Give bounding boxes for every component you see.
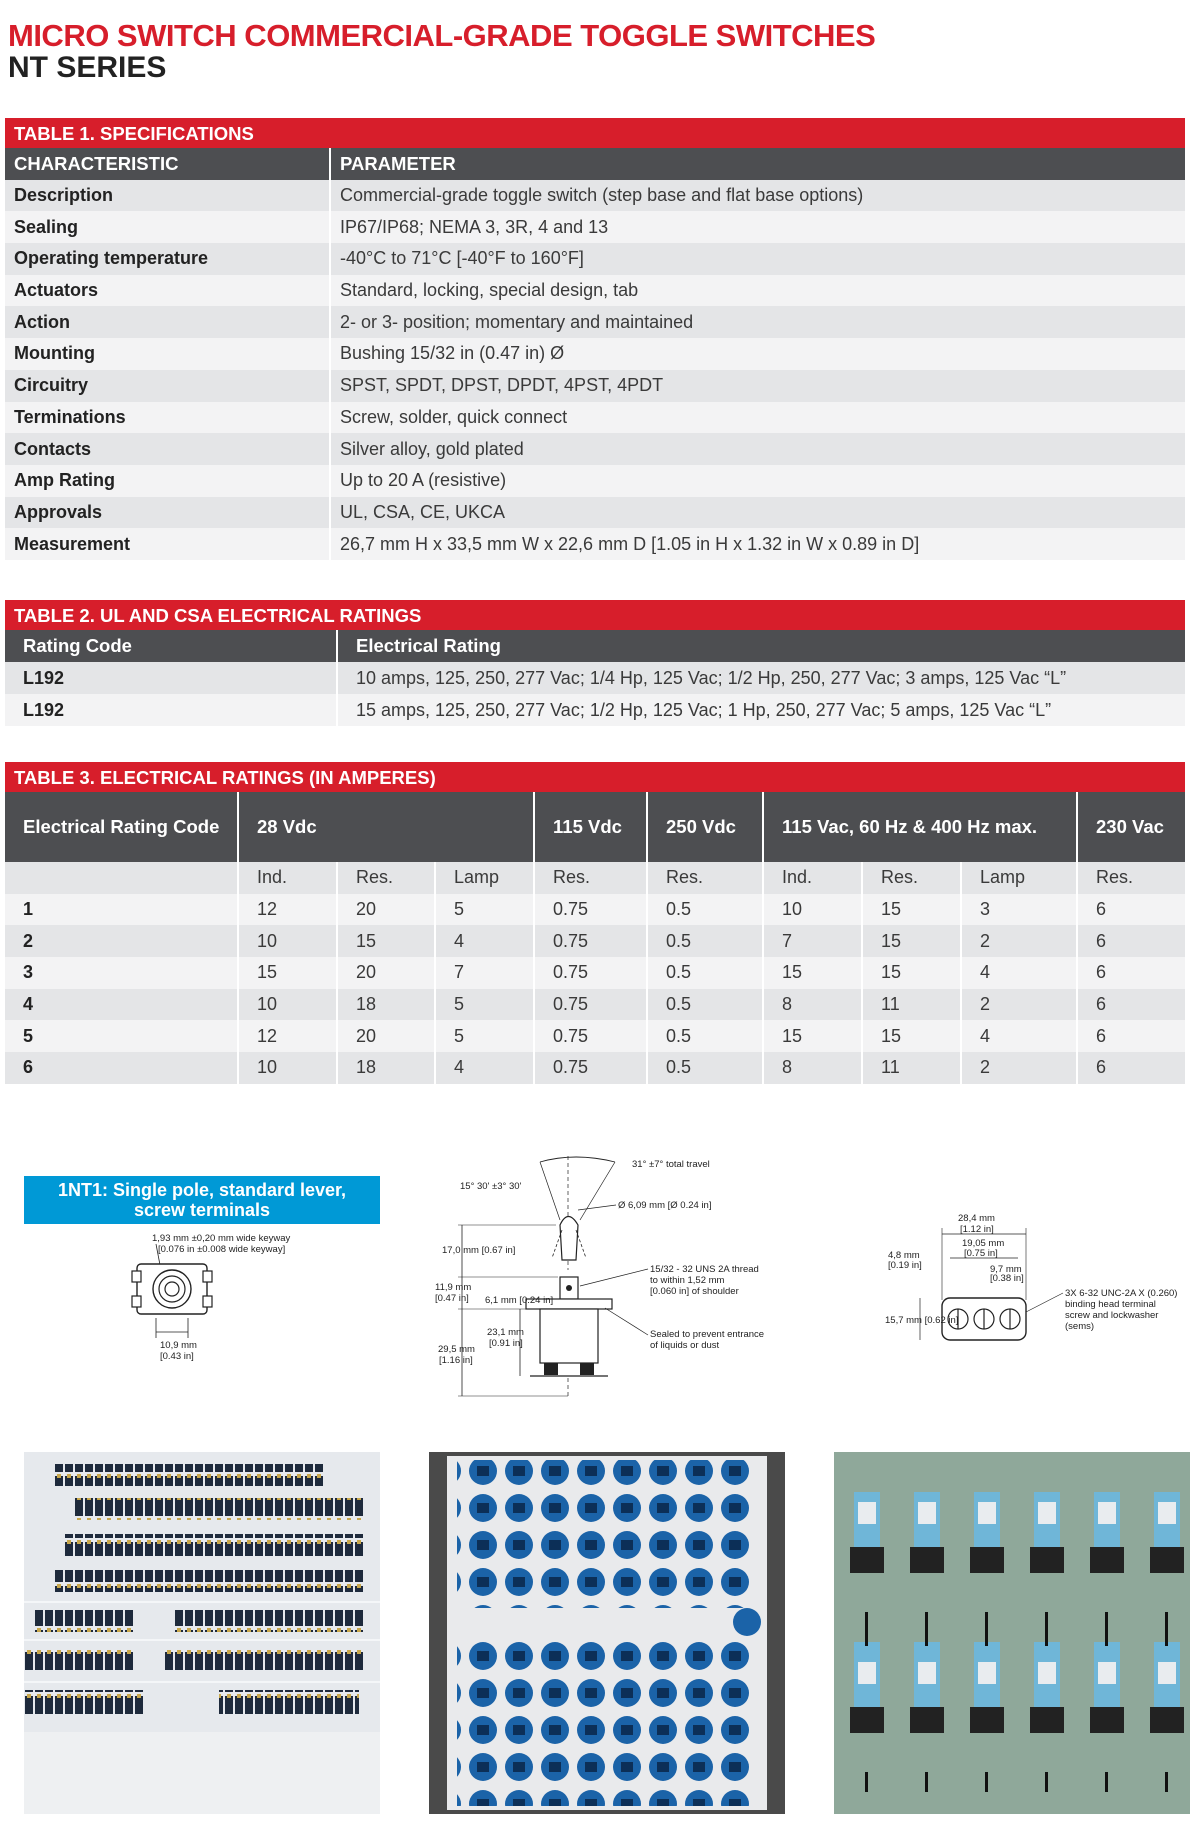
value-cell: 12 [238,1020,337,1052]
value-cell: 10 [238,925,337,957]
value-cell: 8 [763,989,862,1021]
spec-label: Terminations [5,402,330,434]
value-cell: 4 [961,1020,1077,1052]
leader-line [605,1308,648,1335]
keyway-label-1: 1,93 mm ±0,20 mm wide keyway [152,1233,291,1244]
table-row [5,1020,1185,1052]
lever-outline [560,1217,578,1261]
value-cell: 10 [238,1052,337,1084]
slot-width-label-1: 9,7 mm [990,1264,1022,1275]
spec-label: Sealing [5,211,330,243]
table-row [5,894,1185,926]
header-electrical-rating-code: Electrical Rating Code [5,792,238,862]
table2-grid [5,630,1185,726]
spacing-label-2: [0.75 in] [964,1248,998,1259]
value-cell: 20 [337,957,435,989]
screw-label-4: (sems) [1065,1321,1095,1332]
value-cell: 15 [238,957,337,989]
ul-csa-ratings-table [5,600,1185,726]
spec-label: Actuators [5,275,330,307]
value-cell: 0.75 [534,957,647,989]
spec-value: 26,7 mm H x 33,5 mm W x 22,6 mm D [1.05 in H x 1.32 in W x 0.89 in D] [330,528,1185,560]
spec-label: Contacts [5,433,330,465]
bushing-pin [566,1285,572,1291]
switch-trays-illustration [24,1452,380,1814]
value-cell: 20 [337,894,435,926]
height-label: 17,0 mm [0.67 in] [442,1245,516,1256]
terminal-outline [132,1296,141,1307]
seal-label-2: of liquids or dust [650,1340,720,1351]
value-cell: 11 [862,989,961,1021]
spec-value: SPST, SPDT, DPST, DPDT, 4PST, 4PDT [330,370,1185,402]
travel-limit [540,1162,560,1220]
rating-code-cell: 4 [5,989,238,1021]
header-230-vac: 230 Vac [1077,792,1185,862]
side-view-diagram [420,1150,780,1410]
spec-value: 2- or 3- position; momentary and maintained [330,306,1185,338]
slot-label-2: [0.19 in] [888,1260,922,1271]
table-row [5,989,1185,1021]
lever-diameter-label: Ø 6,09 mm [Ø 0.24 in] [618,1200,712,1211]
value-cell: 3 [961,894,1077,926]
table1-header-parameter: PARAMETER [330,148,1185,180]
limit-switches-illustration [834,1452,1190,1814]
shoulder-label: 6,1 mm [0.24 in] [485,1295,554,1306]
value-cell: 0.5 [647,894,763,926]
value-cell: 0.75 [534,989,647,1021]
value-cell: 11 [862,1052,961,1084]
value-cell: 15 [763,1020,862,1052]
value-cell: 6 [1077,957,1185,989]
subheader-cell: Res. [534,862,647,894]
rating-code: L192 [5,662,337,694]
value-cell: 4 [961,957,1077,989]
header-250-vdc: 250 Vdc [647,792,763,862]
value-cell: 4 [435,925,534,957]
spec-value: IP67/IP68; NEMA 3, 3R, 4 and 13 [330,211,1185,243]
specifications-table [5,118,1185,560]
model-callout [24,1176,380,1224]
table2-header-electrical-rating: Electrical Rating [337,630,1185,662]
body-outline [540,1309,598,1363]
table-row [5,433,1185,465]
value-cell: 0.5 [647,1052,763,1084]
mounting-diagram [880,1208,1190,1348]
spec-value: UL, CSA, CE, UKCA [330,497,1185,529]
value-cell: 15 [862,957,961,989]
rating-code-cell: 2 [5,925,238,957]
spec-value: Commercial-grade toggle switch (step base and flat base options) [330,180,1185,212]
title-line-1: MICRO SWITCH COMMERCIAL-GRADE TOGGLE SWITCHES [8,18,876,53]
blue-connectors-illustration [429,1452,785,1814]
lever-outline [165,1282,179,1296]
table-row [5,338,1185,370]
table-row [5,957,1185,989]
rating-code-cell: 6 [5,1052,238,1084]
value-cell: 7 [763,925,862,957]
leader-line [580,1269,648,1286]
travel-label: 31° ±7° total travel [632,1159,710,1170]
value-cell: 0.5 [647,989,763,1021]
value-cell: 0.5 [647,957,763,989]
table-row [5,925,1185,957]
value-cell: 0.5 [647,1020,763,1052]
terminal-screw [580,1363,594,1375]
value-cell: 2 [961,1052,1077,1084]
product-photo-blue-connectors [429,1452,785,1814]
value-cell: 6 [1077,1020,1185,1052]
value-cell: 6 [1077,1052,1185,1084]
value-cell: 0.5 [647,925,763,957]
table3-grid [5,792,1185,1084]
rating-text: 15 amps, 125, 250, 277 Vac; 1/2 Hp, 125 Vac; 1 Hp, 250, 277 Vac; 5 amps, 125 Vac “L” [337,694,1185,726]
slot-width-label-2: [0.38 in] [990,1273,1024,1284]
thread-label-1: 15/32 - 32 UNS 2A thread [650,1264,759,1275]
subheader-cell: Lamp [961,862,1077,894]
value-cell: 2 [961,925,1077,957]
table-row [5,275,1185,307]
keyway-label-2: [0.076 in ±0.008 wide keyway] [158,1244,286,1255]
overall-label-1: 29,5 mm [438,1344,475,1355]
bushing-label-2: [0.47 in] [435,1293,469,1304]
width-label-1: 28,4 mm [958,1213,995,1224]
table2-header-row [5,630,1185,662]
value-cell: 5 [435,894,534,926]
table-row [5,306,1185,338]
table1-title: TABLE 1. SPECIFICATIONS [5,118,1185,148]
subheader-cell: Res. [647,862,763,894]
table-row [5,243,1185,275]
table-row [5,402,1185,434]
table-row [5,465,1185,497]
value-cell: 6 [1077,894,1185,926]
header-115-vac: 115 Vac, 60 Hz & 400 Hz max. [763,792,1077,862]
callout-line-2: screw terminals [133,1200,271,1220]
rating-code-cell: 3 [5,957,238,989]
value-cell: 0.75 [534,925,647,957]
rating-code-cell: 5 [5,1020,238,1052]
subheader-cell [5,862,238,894]
body-label-2: [0.91 in] [489,1338,523,1349]
leader-line [1026,1293,1063,1312]
height-label: 15,7 mm [0.62 in] [885,1315,959,1326]
product-photo-switch-trays [24,1452,380,1814]
value-cell: 5 [435,1020,534,1052]
spec-label: Circuitry [5,370,330,402]
table-row [5,180,1185,212]
subheader-cell: Ind. [238,862,337,894]
thread-label-3: [0.060 in] of shoulder [650,1286,739,1297]
callout-line-1: 1NT1: Single pole, standard lever, [57,1180,347,1200]
spec-value: Standard, locking, special design, tab [330,275,1185,307]
screw-label-1: 3X 6-32 UNC-2A X (0.260) [1065,1288,1178,1299]
value-cell: 4 [435,1052,534,1084]
travel-arc [540,1157,615,1162]
spec-value: Bushing 15/32 in (0.47 in) Ø [330,338,1185,370]
body-label-1: 23,1 mm [487,1327,524,1338]
rating-code-cell: 1 [5,894,238,926]
value-cell: 10 [763,894,862,926]
overall-label-2: [1.16 in] [439,1355,473,1366]
thread-label-2: to within 1,52 mm [650,1275,725,1286]
value-cell: 10 [238,989,337,1021]
spec-label: Action [5,306,330,338]
width-label-2: [0.43 in] [160,1351,194,1362]
table3-subheader-row [5,862,1185,894]
spacing-label-1: 19,05 mm [962,1238,1005,1249]
value-cell: 12 [238,894,337,926]
value-cell: 0.75 [534,1020,647,1052]
terminal-outline [132,1271,141,1282]
page-title [8,20,875,83]
value-cell: 6 [1077,989,1185,1021]
subheader-cell: Ind. [763,862,862,894]
spec-value: Screw, solder, quick connect [330,402,1185,434]
top-view-diagram [120,1228,350,1368]
value-cell: 15 [763,957,862,989]
header-28-vdc: 28 Vdc [238,792,534,862]
electrical-ratings-amperes-table [5,762,1185,1084]
screw-label-2: binding head terminal [1065,1299,1156,1310]
value-cell: 7 [435,957,534,989]
travel-limit [580,1162,615,1220]
spec-value: Up to 20 A (resistive) [330,465,1185,497]
table-row [5,370,1185,402]
value-cell: 2 [961,989,1077,1021]
slot-label-1: 4,8 mm [888,1250,920,1261]
subheader-cell: Res. [1077,862,1185,894]
terminal-outline [203,1296,212,1307]
table-row [5,694,1185,726]
subheader-cell: Lamp [435,862,534,894]
table-row [5,497,1185,529]
leader-line [578,1205,616,1210]
value-cell: 15 [337,925,435,957]
spec-label: Mounting [5,338,330,370]
value-cell: 0.75 [534,1052,647,1084]
value-cell: 5 [435,989,534,1021]
spec-value: Silver alloy, gold plated [330,433,1185,465]
terminal-outline [203,1271,212,1282]
value-cell: 0.75 [534,894,647,926]
table1-grid [5,148,1185,560]
value-cell: 20 [337,1020,435,1052]
table1-header-characteristic: CHARACTERISTIC [5,148,330,180]
spec-value: -40°C to 71°C [-40°F to 160°F] [330,243,1185,275]
spec-label: Measurement [5,528,330,560]
value-cell: 8 [763,1052,862,1084]
header-115-vdc: 115 Vdc [534,792,647,862]
table2-title: TABLE 2. UL AND CSA ELECTRICAL RATINGS [5,600,1185,630]
value-cell: 6 [1077,925,1185,957]
table3-header-row [5,792,1185,862]
table-row [5,662,1185,694]
terminal-screw [544,1363,558,1375]
spec-label: Approvals [5,497,330,529]
angle-label: 15° 30' ±3° 30' [460,1181,522,1192]
table-row [5,211,1185,243]
spec-label: Description [5,180,330,212]
screw-label-3: screw and lockwasher [1065,1310,1159,1321]
table3-title: TABLE 3. ELECTRICAL RATINGS (IN AMPERES) [5,762,1185,792]
rating-text: 10 amps, 125, 250, 277 Vac; 1/4 Hp, 125 Vac; 1/2 Hp, 250, 277 Vac; 3 amps, 125 Vac “L” [337,662,1185,694]
value-cell: 18 [337,989,435,1021]
table1-header-row [5,148,1185,180]
value-cell: 15 [862,1020,961,1052]
width-label-2: [1.12 in] [960,1224,994,1235]
value-cell: 15 [862,925,961,957]
value-cell: 18 [337,1052,435,1084]
spec-label: Operating temperature [5,243,330,275]
width-label-1: 10,9 mm [160,1340,197,1351]
subheader-cell: Res. [337,862,435,894]
subheader-cell: Res. [862,862,961,894]
title-line-2: NT SERIES [8,51,167,84]
table2-header-rating-code: Rating Code [5,630,337,662]
spec-label: Amp Rating [5,465,330,497]
value-cell: 15 [862,894,961,926]
bushing-label-1: 11,9 mm [435,1282,472,1293]
table-row [5,1052,1185,1084]
product-photo-limit-switches [834,1452,1190,1814]
rating-code: L192 [5,694,337,726]
table-row [5,528,1185,560]
seal-label-1: Sealed to prevent entrance [650,1329,765,1340]
